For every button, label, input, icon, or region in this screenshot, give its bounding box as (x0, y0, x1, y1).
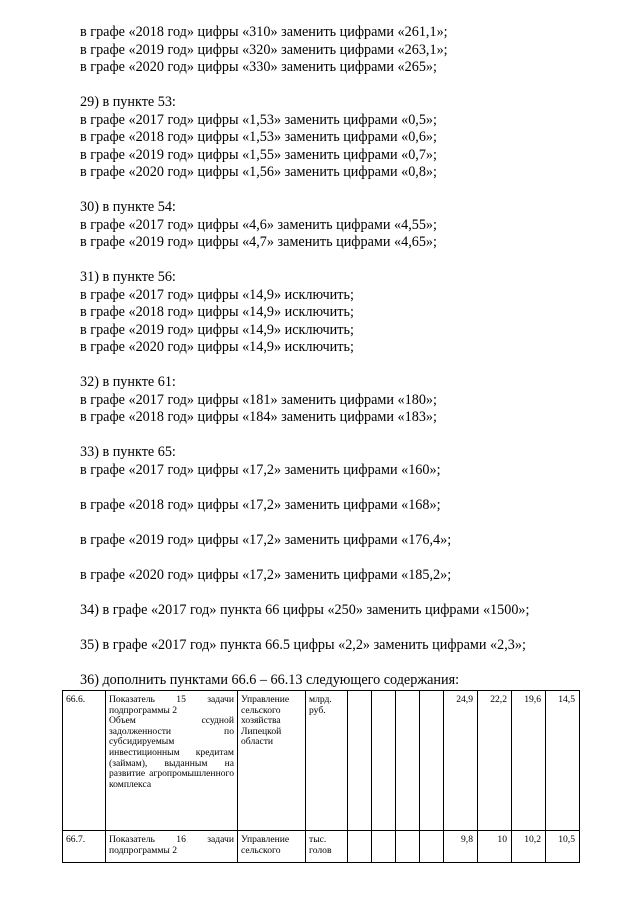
unit-cell: тыс. голов (306, 831, 348, 863)
row-number: 66.6. (63, 691, 106, 831)
row-number: 66.7. (63, 831, 106, 863)
value-cell: 10,5 (546, 831, 580, 863)
value-cell: 22,2 (478, 691, 512, 831)
empty-cell (372, 831, 396, 863)
value-cell: 14,5 (546, 691, 580, 831)
value-cell: 9,8 (444, 831, 478, 863)
empty-cell (396, 831, 420, 863)
empty-cell (348, 831, 372, 863)
item-heading: 30) в пункте 54: (80, 199, 176, 215)
value-cell: 10,2 (512, 831, 546, 863)
item-heading: 33) в пункте 65: (80, 444, 176, 460)
value-cell: 24,9 (444, 691, 478, 831)
text-line: в графе «2018 год» цифры «17,2» заменить цифрами «168»; (80, 496, 441, 513)
text-line: в графе «2017 год» цифры «17,2» заменить цифрами «160»; (80, 461, 441, 478)
text-line: в графе «2019 год» цифры «320» заменить цифрами «263,1»; (80, 41, 448, 58)
text-line: 36) дополнить пунктами 66.6 – 66.13 следующего содержания: (80, 671, 460, 688)
table-row (63, 831, 580, 863)
indicator-description: Объем ссудной задолженности по субсидируемым инвестиционным кредитам (займам), выданным на развитие агропромышленного комплекса (109, 715, 234, 790)
text-line: в графе «2018 год» цифры «14,9» исключить; (80, 304, 354, 320)
value-cell: 10 (478, 831, 512, 863)
text-line: в графе «2017 год» цифры «4,6» заменить цифрами «4,55»; (80, 216, 437, 233)
empty-cell (372, 691, 396, 831)
text-line: в графе «2018 год» цифры «310» заменить цифрами «261,1»; (80, 24, 448, 40)
text-line: в графе «2017 год» цифры «1,53» заменить цифрами «0,5»; (80, 111, 437, 128)
empty-cell (420, 691, 444, 831)
text-line: в графе «2018 год» цифры «1,53» заменить цифрами «0,6»; (80, 129, 437, 145)
value-cell: 19,6 (512, 691, 546, 831)
indicator-title: Показатель 15 задачи подпрограммы 2 (109, 694, 234, 716)
indicator-cell (106, 831, 238, 863)
executor-cell: Управление сельского хозяйства Липецкой области (238, 691, 306, 831)
indicator-cell (106, 691, 238, 831)
text-line: в графе «2020 год» цифры «330» заменить цифрами «265»; (80, 59, 437, 75)
item-heading: 31) в пункте 56: (80, 269, 176, 285)
text-line: в графе «2018 год» цифры «184» заменить цифрами «183»; (80, 409, 437, 425)
empty-cell (348, 691, 372, 831)
executor-cell: Управление сельского (238, 831, 306, 863)
empty-cell (420, 831, 444, 863)
text-line: 34) в графе «2017 год» пункта 66 цифры «250» заменить цифрами «1500»; (80, 601, 530, 618)
text-line: в графе «2017 год» цифры «181» заменить цифрами «180»; (80, 391, 437, 408)
text-line: в графе «2019 год» цифры «4,7» заменить цифрами «4,65»; (80, 234, 437, 250)
item-heading: 32) в пункте 61: (80, 374, 176, 390)
item-heading: 29) в пункте 53: (80, 94, 176, 110)
table-row (63, 691, 580, 831)
text-line: в графе «2020 год» цифры «14,9» исключить; (80, 339, 354, 355)
text-line: 35) в графе «2017 год» пункта 66.5 цифры «2,2» заменить цифрами «2,3»; (80, 636, 526, 653)
text-line: в графе «2020 год» цифры «17,2» заменить цифрами «185,2»; (80, 566, 452, 583)
text-line: в графе «2020 год» цифры «1,56» заменить цифрами «0,8»; (80, 164, 437, 180)
indicators-table (62, 690, 580, 863)
text-line: в графе «2019 год» цифры «14,9» исключить; (80, 321, 354, 338)
text-line: в графе «2017 год» цифры «14,9» исключить; (80, 286, 354, 303)
unit-cell: млрд. руб. (306, 691, 348, 831)
indicator-title: Показатель 16 задачи подпрограммы 2 (109, 834, 234, 856)
text-line: в графе «2019 год» цифры «1,55» заменить цифрами «0,7»; (80, 146, 437, 163)
empty-cell (396, 691, 420, 831)
text-line: в графе «2019 год» цифры «17,2» заменить цифрами «176,4»; (80, 531, 452, 548)
